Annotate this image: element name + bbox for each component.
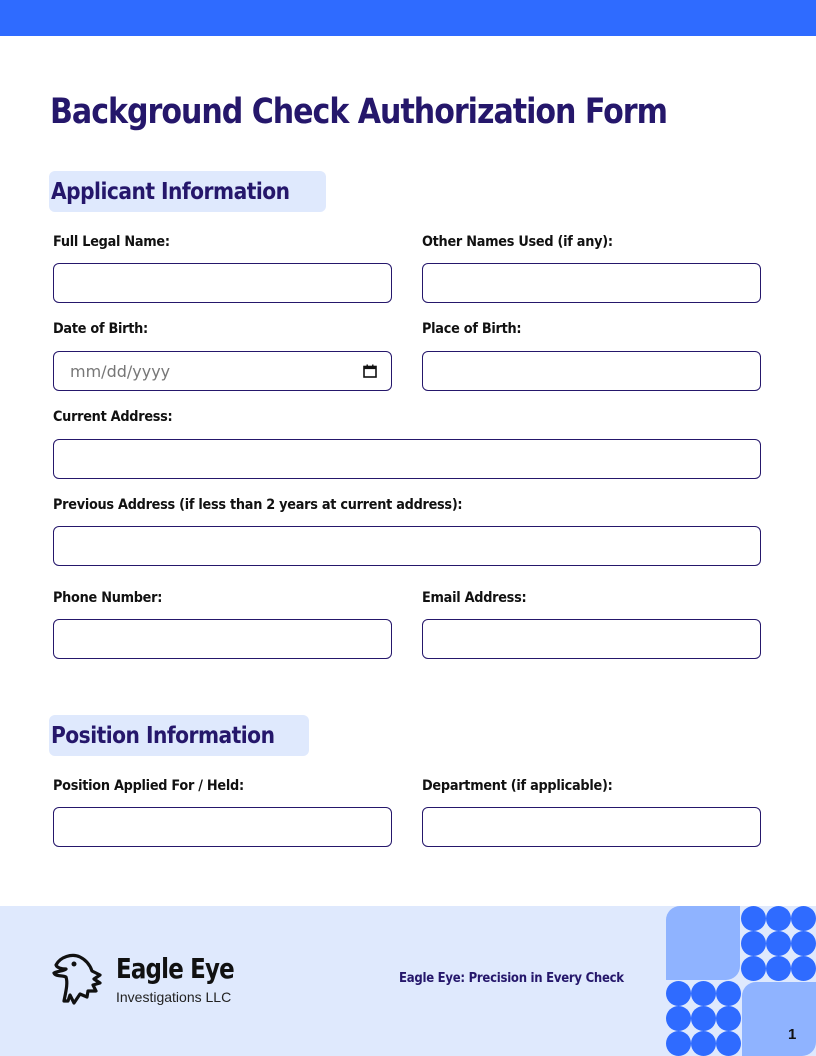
other-names-input[interactable] (422, 263, 761, 303)
top-accent-bar (0, 0, 816, 36)
label-place-of-birth: Place of Birth: (422, 321, 522, 337)
page-number: 1 (788, 1026, 797, 1043)
label-other-names: Other Names Used (if any): (422, 234, 613, 250)
label-phone-number: Phone Number: (53, 590, 163, 606)
date-placeholder: mm/dd/yyyy (70, 361, 171, 381)
eagle-head-icon (50, 951, 105, 1006)
decorative-tile (666, 906, 740, 980)
decorative-dot-grid (741, 906, 815, 980)
section-title: Position Information (51, 722, 275, 749)
label-full-legal-name: Full Legal Name: (53, 234, 170, 250)
label-email-address: Email Address: (422, 590, 527, 606)
email-address-input[interactable] (422, 619, 761, 659)
date-of-birth-input[interactable] (53, 351, 392, 391)
phone-number-input[interactable] (53, 619, 392, 659)
label-date-of-birth: Date of Birth: (53, 321, 148, 337)
brand-subtitle: Investigations LLC (116, 989, 232, 1005)
section-title: Applicant Information (51, 178, 290, 205)
calendar-icon[interactable] (363, 364, 377, 378)
label-position-applied: Position Applied For / Held: (53, 778, 244, 794)
decorative-dot-grid (666, 981, 740, 1055)
decorative-tile (742, 982, 816, 1056)
position-applied-input[interactable] (53, 807, 392, 847)
label-current-address: Current Address: (53, 409, 173, 425)
footer-tagline: Eagle Eye: Precision in Every Check (399, 971, 624, 986)
department-input[interactable] (422, 807, 761, 847)
previous-address-input[interactable] (53, 526, 761, 566)
brand-name: Eagle Eye (116, 952, 234, 985)
section-heading-position (49, 715, 309, 756)
current-address-input[interactable] (53, 439, 761, 479)
label-previous-address: Previous Address (if less than 2 years at current address): (53, 497, 463, 513)
full-legal-name-input[interactable] (53, 263, 392, 303)
page-title: Background Check Authorization Form (50, 92, 667, 132)
section-heading-applicant (49, 171, 326, 212)
place-of-birth-input[interactable] (422, 351, 761, 391)
label-department: Department (if applicable): (422, 778, 613, 794)
